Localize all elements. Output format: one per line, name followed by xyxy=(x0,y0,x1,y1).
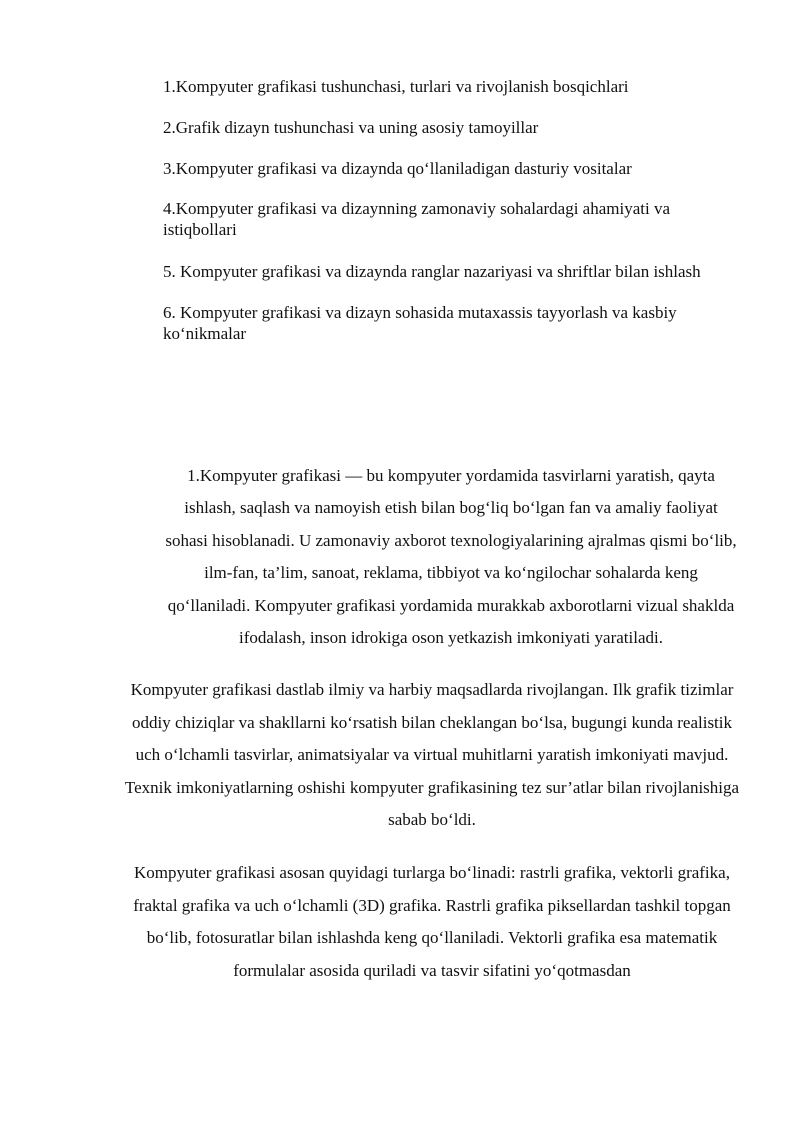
paragraph-types: Kompyuter grafikasi asosan quyidagi turlarga bo‘linadi: rastrli grafika, vektorli grafika, fraktal grafika va uch o‘lchamli (3D) grafika. Rastrli grafika piksellardan tashkil topgan bo‘lib, fotosuratlar bilan ishlashda keng qo‘llaniladi. Vektorli grafika esa matematik formulalar asosida quriladi va tasvir sifatini yo‘qotmasdan xyxy=(133,863,731,980)
paragraph-history: Kompyuter grafikasi dastlab ilmiy va harbiy maqsadlarda rivojlangan. Ilk grafik tizimlar oddiy chiziqlar va shakllarni ko‘rsatish bilan cheklangan bo‘lsa, bugungi kunda realistik uch o‘lchamli tasvirlar, animatsiyalar va virtual muhitlarni yaratish imkoniyati mavjud. Texnik imkoniyatlarning oshishi kompyuter grafikasining tez sur’atlar bilan rivojlanishiga sabab bo‘ldi. xyxy=(124,680,740,830)
table-of-contents xyxy=(163,76,743,364)
toc-item-2: 2.Grafik dizayn tushunchasi va uning asosiy tamoyillar xyxy=(163,118,539,137)
body-text xyxy=(118,460,746,987)
toc-item-1: 1.Kompyuter grafikasi tushunchasi, turlari va rivojlanish bosqichlari xyxy=(163,77,629,96)
toc-item-4: 4.Kompyuter grafikasi va dizaynning zamonaviy sohalardagi ahamiyati va istiqbollari xyxy=(163,199,671,239)
toc-item-5: 5. Kompyuter grafikasi va dizaynda ranglar nazariyasi va shriftlar bilan ishlash xyxy=(163,262,701,281)
toc-item-6: 6. Kompyuter grafikasi va dizayn sohasida mutaxassis tayyorlash va kasbiy ko‘nikmalar xyxy=(163,303,677,343)
paragraph-definition: 1.Kompyuter grafikasi — bu kompyuter yordamida tasvirlarni yaratish, qayta ishlash, saqlash va namoyish etish bilan bog‘liq bo‘lgan fan va amaliy faoliyat sohasi hisoblanadi. U zamonaviy axborot texnologiyalarining ajralmas qismi bo‘lib, ilm-fan, ta’lim, sanoat, reklama, tibbiyot va ko‘ngilochar sohalarda keng qo‘llaniladi. Kompyuter grafikasi yordamida murakkab axborotlarni vizual shaklda ifodalash, inson idrokiga oson yetkazish imkoniyati yaratiladi. xyxy=(165,466,737,648)
toc-item-3: 3.Kompyuter grafikasi va dizaynda qo‘llaniladigan dasturiy vositalar xyxy=(163,159,632,178)
